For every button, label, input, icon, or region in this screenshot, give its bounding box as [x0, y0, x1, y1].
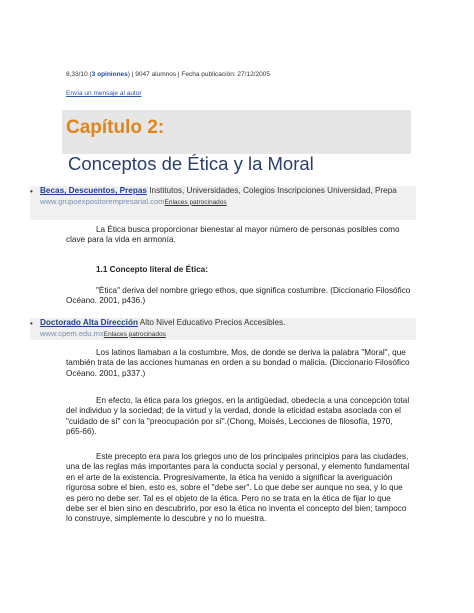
opinions-link[interactable]: 3 opiniones	[91, 71, 128, 78]
send-message-link[interactable]: Envía un mensaje al autor	[66, 90, 142, 97]
article-meta: 8,33/10 (3 opiniones) | 9047 alumnos | Fecha publicación: 27/12/2005	[66, 71, 270, 78]
ad2-url[interactable]: www.cpem.edu.mx	[40, 328, 104, 338]
bullet-icon: •	[30, 319, 33, 328]
ad1-text: Institutos, Universidades, Colegios Inscripciones Universidad, Prepa	[149, 186, 397, 195]
sponsored-ad-2	[30, 318, 416, 340]
ad2-link[interactable]: Doctorado Alta Dirección	[40, 318, 138, 327]
ad1-link[interactable]: Becas, Descuentos, Prepas	[40, 186, 147, 195]
chapter-subtitle: Conceptos de Ética y la Moral	[68, 153, 314, 174]
bullet-icon: •	[30, 187, 33, 196]
paragraph-4	[66, 396, 411, 438]
paragraph-1-text: La Ética busca proporcionar bienestar al mayor número de personas posibles como clave para la vida en armonía.	[66, 225, 400, 245]
section-heading: 1.1 Concepto literal de Ética:	[96, 265, 208, 274]
ad1-sponsored-tag[interactable]: Enlaces patrocinados	[164, 198, 227, 206]
paragraph-5	[66, 452, 411, 525]
paragraph-1	[66, 225, 411, 246]
meta-details: | 9047 alumnos | Fecha publicación: 27/12/2005	[131, 71, 270, 78]
paragraph-3	[66, 348, 411, 379]
paragraph-5-text: Este precepto era para los griegos uno de los principales principios para las ciudades, una de las reglas más importantes para la conducta social y personal, y elemento fundamental en el arte de la existencia. Progresivamente, la ética ha venido a significar la averiguación rigurosa sobre el bien, esto es, sobre el "debe ser". Lo que debe ser aunque no sea, y lo que es pero no debe ser. Tal es el objeto de la ética. Pero no se trata en la ética de fijar lo que debe ser el bien sino en descubrirlo, por eso la ética no inventa el concepto del bien; tampoco lo construye, simplemente lo descubre y no lo muestra.	[66, 452, 410, 524]
paragraph-2-text: "Ética" deriva del nombre griego ethos, que significa costumbre. (Diccionario Filosófico Océano. 2001, p436.)	[66, 286, 411, 306]
chapter-title: Capítulo 2:	[66, 117, 165, 138]
ad2-text: Alto Nivel Educativo Precios Accesibles.	[139, 318, 286, 327]
ad1-url[interactable]: www.grupoexpositorempresarial.com	[40, 196, 165, 206]
rating: 8,33/10	[66, 71, 88, 78]
paragraph-3-text: Los latinos llamaban a la costumbre, Mos, de donde se deriva la palabra "Moral", que también trata de las acciones humanas en orden a su bondad o malicia. (Diccionario Filosófico Océano. 2001, p337.)	[66, 348, 410, 378]
sponsored-ad-1	[30, 186, 416, 220]
ad2-sponsored-tag[interactable]: Enlaces patrocinados	[103, 330, 166, 338]
paragraph-4-text: En efecto, la ética para los griegos, en la antigüedad, obedecía a una concepción total del individuo y la sociedad; de la virtud y la verdad, donde la eticidad estaba asociada con el "cuidado de sí" con la "preocupación por sí".(Chong, Moisés, Lecciones de filosofía, 1970, p65-66).	[66, 396, 410, 437]
paragraph-2	[66, 286, 411, 307]
